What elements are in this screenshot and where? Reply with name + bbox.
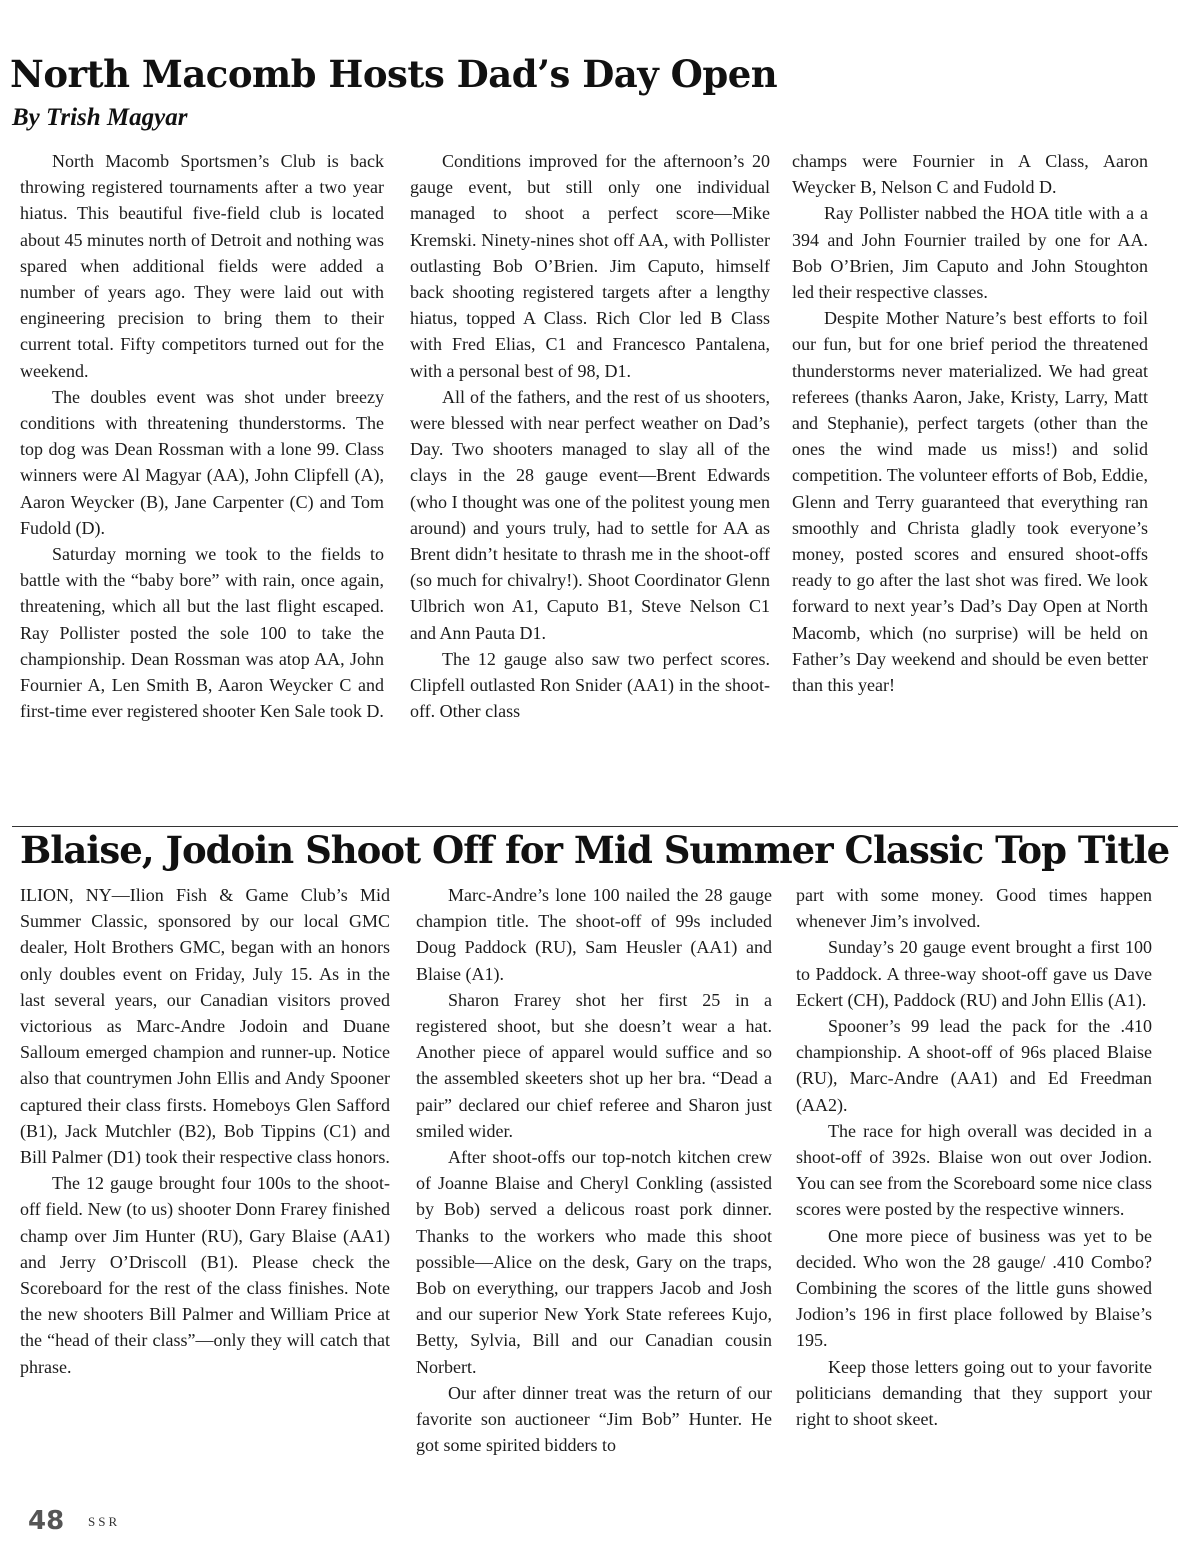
- article-2-paragraph: Marc-Andre’s lone 100 nailed the 28 gauge champion title. The shoot-off of 99s included Doug Paddock (RU), Sam Heusler (AA1) and Blaise (A1).: [416, 885, 772, 984]
- article-1-column-1: [20, 148, 384, 724]
- article-2-paragraph: ILION, NY—Ilion Fish & Game Club’s Mid Summer Classic, sponsored by our local GMC dealer, Holt Brothers GMC, began with an honors only doubles event on Friday, July 15. As in the last several years, our Canadian visitors proved victorious as Marc-Andre Jodoin and Duane Salloum emerged champion and runner-up. Notice also that countrymen John Ellis and Andy Spooner captured their class firsts. Homeboys Glen Safford (B1), Jack Mutchler (B2), Bob Tippins (C1) and Bill Palmer (D1) took their respective class honors.: [20, 885, 390, 1168]
- article-2-column-2: [416, 882, 772, 1458]
- article-2-column-3: [796, 882, 1152, 1432]
- article-2-title: Blaise, Jodoin Shoot Off for Mid Summer Classic Top Title: [20, 828, 1170, 872]
- article-1-column-2: [410, 148, 770, 724]
- article-2-column-1: [20, 882, 390, 1380]
- article-1-paragraph: The doubles event was shot under breezy conditions with threatening thunderstorms. The top dog was Dean Rossman with a lone 99. Class winners were Al Magyar (AA), John Clipfell (A), Aaron Weycker (B), Jane Carpenter (C) and Tom Fudold (D).: [20, 386, 384, 538]
- article-2-paragraph: The 12 gauge brought four 100s to the shoot-off field. New (to us) shooter Donn Frarey finished champ over Jim Hunter (RU), Gary Blaise (AA1) and Jerry O’Driscoll (B1). Please check the Scoreboard for the rest of the class finishes. Note the new shooters Bill Palmer and William Price at the “head of their class”—only they will catch that phrase.: [20, 1173, 390, 1377]
- article-2-paragraph: The race for high overall was decided in a shoot-off of 392s. Blaise won out over Jodion. You can see from the Scoreboard some nice class scores were posted by the respective winners.: [796, 1120, 1152, 1220]
- article-1-column-3: [792, 148, 1148, 698]
- article-1-title: North Macomb Hosts Dad’s Day Open: [10, 52, 778, 96]
- article-2-paragraph: Sunday’s 20 gauge event brought a first 100 to Paddock. A three-way shoot-off gave us Dave Eckert (CH), Paddock (RU) and John Ellis (A1).: [796, 937, 1152, 1010]
- page-number: 48: [28, 1506, 65, 1536]
- article-1-paragraph: champs were Fournier in A Class, Aaron Weycker B, Nelson C and Fudold D.: [792, 151, 1148, 198]
- article-1-paragraph: The 12 gauge also saw two perfect scores. Clipfell outlasted Ron Snider (AA1) in the shoot-off. Other class: [410, 648, 770, 722]
- section-divider: [12, 826, 1178, 827]
- article-2-paragraph: After shoot-offs our top-notch kitchen crew of Joanne Blaise and Cheryl Conkling (assisted by Bob) served a delicous roast pork dinner. Thanks to the workers who made this shoot possible—Alice on the desk, Gary on the traps, Bob on everything, our trappers Jacob and Josh and our superior New York State referees Kujo, Betty, Sylvia, Bill and our Canadian cousin Norbert.: [416, 1147, 772, 1377]
- article-1-paragraph: Ray Pollister nabbed the HOA title with a a 394 and John Fournier trailed by one for AA. Bob O’Brien, Jim Caputo and John Stoughton led their respective classes.: [792, 203, 1148, 303]
- article-1-byline: By Trish Magyar: [12, 104, 188, 131]
- article-2-paragraph: Our after dinner treat was the return of our favorite son auctioneer “Jim Bob” Hunter. He got some spirited bidders to: [416, 1382, 772, 1456]
- article-2-paragraph: Spooner’s 99 lead the pack for the .410 championship. A shoot-off of 96s placed Blaise (RU), Marc-Andre (AA1) and Ed Freedman (AA2).: [796, 1016, 1152, 1115]
- article-2-paragraph: Keep those letters going out to your favorite politicians demanding that they support your right to shoot skeet.: [796, 1356, 1152, 1430]
- article-1-paragraph: North Macomb Sportsmen’s Club is back throwing registered tournaments after a two year hiatus. This beautiful five-field club is located about 45 minutes north of Detroit and nothing was spared when additional fields were added a number of years ago. They were laid out with engineering precision to bring them to their current total. Fifty competitors turned out for the weekend.: [20, 151, 384, 381]
- article-2-paragraph: One more piece of business was yet to be decided. Who won the 28 gauge/ .410 Combo? Combining the scores of the little guns showed Jodion’s 196 in first place followed by Blaise’s 195.: [796, 1225, 1152, 1351]
- article-2-paragraph: Sharon Frarey shot her first 25 in a registered shoot, but she doesn’t wear a hat. Another piece of apparel would suffice and so the assembled skeeters shot up her bra. “Dead a pair” declared our chief referee and Sharon just smiled wider.: [416, 989, 772, 1141]
- article-2-paragraph: part with some money. Good times happen whenever Jim’s involved.: [796, 885, 1152, 932]
- article-1-paragraph: Despite Mother Nature’s best efforts to foil our fun, but for one brief period the threatened thunderstorms never materialized. We had great referees (thanks Aaron, Jake, Kristy, Larry, Matt and Stephanie), perfect targets (other than the ones the wind made us miss!) and solid competition. The volunteer efforts of Bob, Eddie, Glenn and Terry guaranteed that everything ran smoothly and Christa gladly took everyone’s money, posted scores and ensured shoot-offs ready to go after the last shot was fired. We look forward to next year’s Dad’s Day Open at North Macomb, which (no surprise) will be held on Father’s Day weekend and should be even better than this year!: [792, 308, 1148, 696]
- article-1-paragraph: Conditions improved for the afternoon’s 20 gauge event, but still only one individual managed to shoot a perfect score—Mike Kremski. Ninety-nines shot off AA, with Pollister outlasting Bob O’Brien. Jim Caputo, himself back shooting registered targets after a lengthy hiatus, topped A Class. Rich Clor led B Class with Fred Elias, C1 and Francesco Pantalena, with a personal best of 98, D1.: [410, 151, 770, 381]
- article-1-paragraph: All of the fathers, and the rest of us shooters, were blessed with near perfect weather on Dad’s Day. Two shooters managed to slay all of the clays in the 28 gauge event—Brent Edwards (who I thought was one of the politest young men around) and yours truly, had to settle for AA as Brent didn’t hesitate to thrash me in the shoot-off (so much for chivalry!). Shoot Coordinator Glenn Ulbrich won A1, Caputo B1, Steve Nelson C1 and Ann Pauta D1.: [410, 386, 770, 643]
- article-1-paragraph: Saturday morning we took to the fields to battle with the “baby bore” with rain, once again, threatening, which all but the last flight escaped. Ray Pollister posted the sole 100 to take the championship. Dean Rossman was atop AA, John Fournier A, Len Smith B, Aaron Weycker C and first-time ever registered shooter Ken Sale took D.: [20, 544, 384, 722]
- publication-name: SSR: [88, 1514, 121, 1529]
